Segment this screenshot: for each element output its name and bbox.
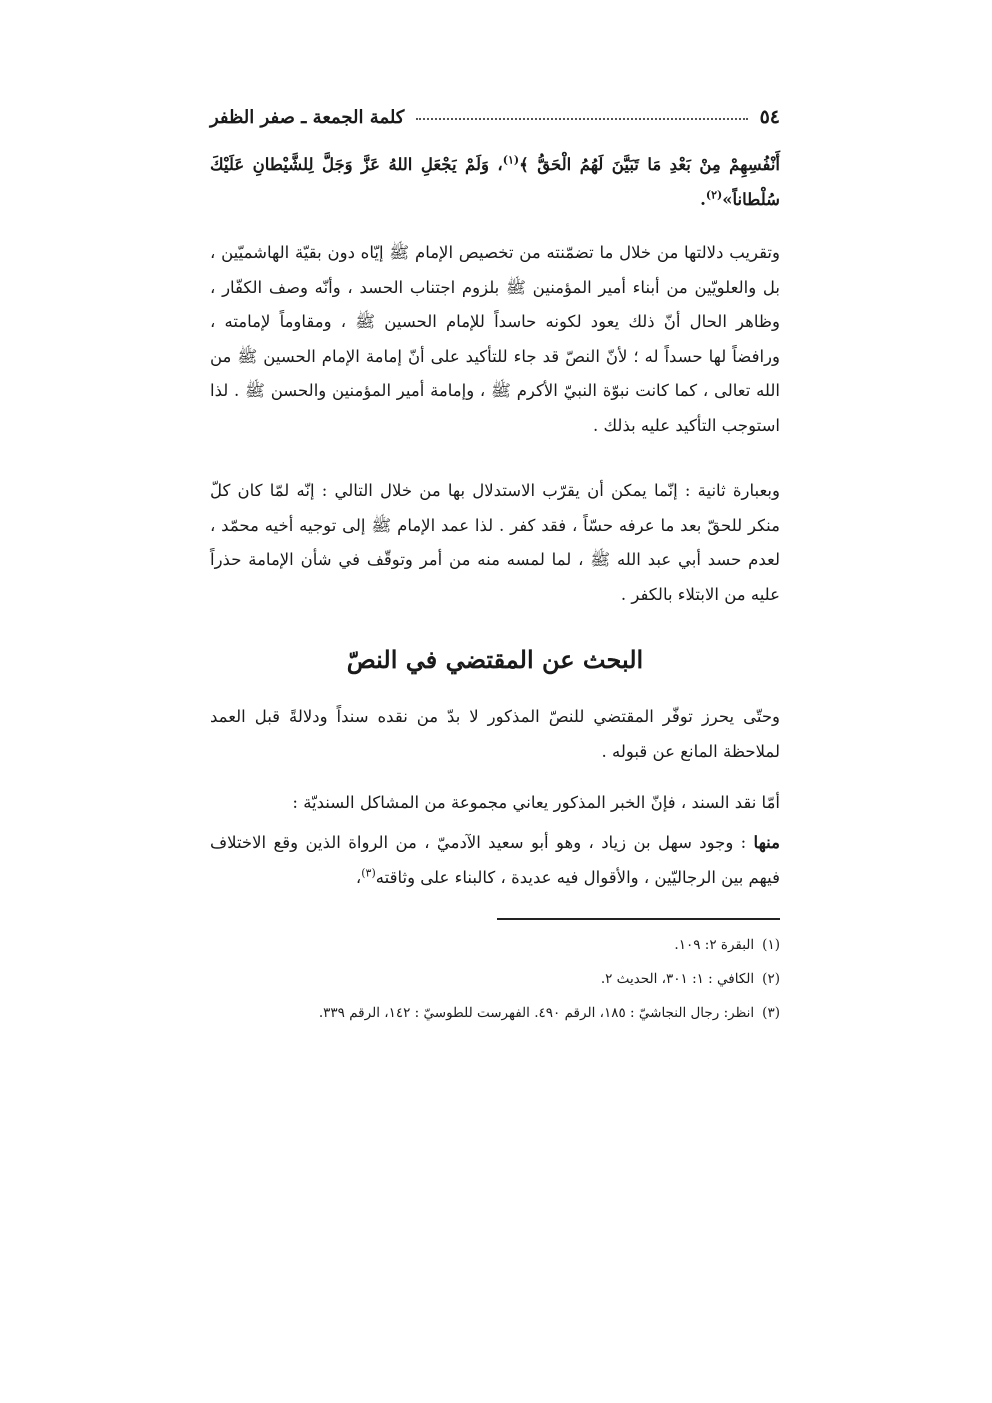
quranic-quote bbox=[210, 148, 780, 217]
footnote-text: البقرة ٢: ١٠٩. bbox=[674, 937, 755, 953]
footnote-ref-2[interactable]: (٢) bbox=[705, 188, 723, 201]
footnote-number: (١) bbox=[762, 937, 780, 953]
footnote-number: (٢) bbox=[762, 971, 780, 987]
book-title: كلمة الجمعة ـ صفر الظفر bbox=[210, 106, 405, 128]
quote-continuation: ، وَلَمْ يَجْعَلِ اللهُ عَزَّ وَجَلَّ لِلشَّيْطانِ عَلَيْكَ سُلْطاناً» bbox=[210, 155, 780, 209]
paragraph-4 bbox=[210, 786, 780, 821]
header-dotted-leader bbox=[416, 118, 747, 120]
paragraph-4-text: أمّا نقد السند ، فإنّ الخبر المذكور يعاني مجموعة من المشاكل السنديّة : bbox=[292, 793, 780, 812]
footnote-ref-1[interactable]: (١) bbox=[502, 153, 520, 167]
paragraph-5-lead: منها bbox=[753, 833, 780, 852]
footnote-text: الكافي : ١: ٣٠١، الحديث ٢. bbox=[600, 971, 755, 987]
footnote bbox=[210, 928, 780, 962]
page-header bbox=[210, 100, 780, 134]
paragraph-1-text: وتقريب دلالتها من خلال ما تضمّنته من تخصيص الإمام ﷺ إيّاه دون بقيّة الهاشميّين ، بل والعلويّين من أبناء أمير المؤمنين ﷺ بلزوم اجتناب الحسد ، وأنّه وصف الكفّار ، وظاهر الحال أنّ ذلك يعود لكونه حاسداً للإمام الحسين ﷺ ، ومقاوماً لإمامته ، ورافضاً لها حسداً له ؛ لأنّ النصّ قد جاء للتأكيد على أنّ إمامة الإمام الحسين ﷺ من الله تعالى ، كما كانت نبوّة النبيّ الأكرم ﷺ ، وإمامة أمير المؤمنين والحسن ﷺ . لذا استوجب التأكيد عليه بذلك . bbox=[210, 243, 780, 435]
footnote-separator bbox=[497, 918, 780, 920]
paragraph-3 bbox=[210, 700, 780, 769]
paragraph-1 bbox=[210, 236, 780, 443]
page-number: ٥٤ bbox=[759, 106, 780, 128]
quote-end: . bbox=[700, 189, 706, 209]
paragraph-5 bbox=[210, 826, 780, 895]
footnote-number: (٣) bbox=[762, 1005, 780, 1021]
footnote-ref-3[interactable]: (٣) bbox=[361, 866, 376, 879]
footnote-text: انظر: رجال النجاشيّ : ١٨٥، الرقم ٤٩٠. الفهرست للطوسيّ : ١٤٢، الرقم ٣٣٩. bbox=[318, 1005, 755, 1021]
paragraph-2-text: وبعبارة ثانية : إنّما يمكن أن يقرّب الاستدلال بها من خلال التالي : إنّه لمّا كان كلّ منكر للحقّ بعد ما عرفه حسّاً ، فقد كفر . لذا عمد الإمام ﷺ إلى توجيه أخيه محمّد ، لعدم حسد أبي عبد الله ﷺ ، لما لمسه منه من أمر وتوقّف في شأن الإمامة حذراً عليه من الابتلاء بالكفر . bbox=[210, 481, 780, 604]
paragraph-2 bbox=[210, 474, 780, 612]
footnote bbox=[210, 962, 780, 996]
footnote bbox=[210, 996, 780, 1030]
quote-text: أَنْفُسِهِمْ مِنْ بَعْدِ مَا تَبَيَّنَ لَهُمُ الْحَقُّ ﴾ bbox=[519, 155, 781, 174]
paragraph-3-text: وحتّى يحرز توفّر المقتضي للنصّ المذكور لا بدّ من نقده سنداً ودلالةً قبل العمد لملاحظة المانع عن قبوله . bbox=[210, 707, 780, 761]
paragraph-5-text: : وجود سهل بن زياد ، وهو أبو سعيد الآدميّ ، من الرواة الذين وقع الاختلاف فيهم بين الرجاليّين ، والأقوال فيه عديدة ، كالبناء على وثاقته bbox=[210, 833, 780, 887]
section-heading: البحث عن المقتضي في النصّ bbox=[346, 645, 644, 674]
footnotes bbox=[210, 928, 780, 1030]
paragraph-5-end: ، bbox=[355, 867, 362, 887]
